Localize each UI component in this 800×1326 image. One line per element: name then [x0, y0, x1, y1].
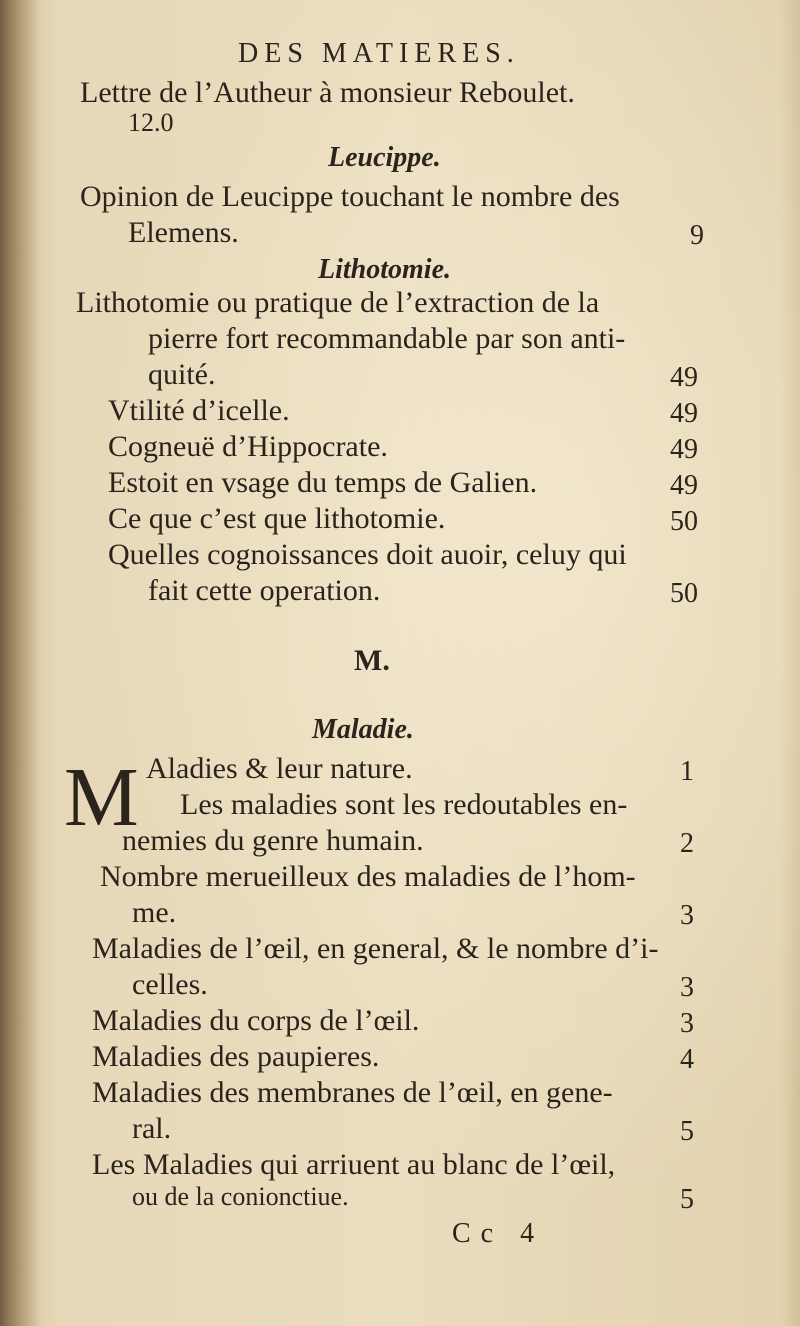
entry-page: 12.0: [128, 108, 174, 137]
entry-line: nemies du genre humain.: [122, 824, 424, 857]
letter-heading: M.: [354, 644, 390, 677]
page-number: 49: [670, 470, 698, 501]
page-number: 2: [680, 828, 694, 859]
page-number: 4: [680, 1044, 694, 1075]
entry-line: Vtilité d’icelle.: [108, 394, 290, 427]
section-heading-leucippe: Leucippe.: [328, 142, 441, 173]
entry-line: Estoit en vsage du temps de Galien.: [108, 466, 538, 499]
section-heading-lithotomie: Lithotomie.: [318, 254, 451, 285]
page-number: 49: [670, 362, 698, 393]
entry-line: Les Maladies qui arriuent au blanc de l’œil,: [92, 1148, 616, 1181]
entry-line: Quelles cognoissances doit auoir, celuy qui: [108, 538, 627, 571]
signature-mark: Cc 4: [452, 1218, 545, 1249]
entry-line: Lithotomie ou pratique de l’extraction de la: [76, 286, 600, 319]
entry-line: Nombre merueilleux des maladies de l’hom-: [100, 860, 636, 893]
entry-line: Opinion de Leucippe touchant le nombre des: [80, 180, 620, 213]
page-number: 5: [680, 1116, 694, 1147]
entry-line: Ce que c’est que lithotomie.: [108, 502, 446, 535]
entry-line: celles.: [132, 968, 208, 1001]
page-number: 50: [670, 578, 698, 609]
page-number: 3: [680, 972, 694, 1003]
binding-gutter: [0, 0, 40, 1326]
entry-line: pierre fort recommandable par son anti-: [148, 322, 626, 355]
page-number: 3: [680, 1008, 694, 1039]
page-number: 50: [670, 506, 698, 537]
entry-line: Maladies de l’œil, en general, & le nombre d’i-: [92, 932, 659, 965]
entry-line: Maladies du corps de l’œil.: [92, 1004, 420, 1037]
entry-text: Lettre de l’Autheur à monsieur Reboulet.: [80, 76, 575, 109]
running-head: DES MATIERES.: [238, 38, 520, 69]
entry-line: Aladies & leur nature.: [146, 752, 413, 785]
entry-line: Maladies des paupieres.: [92, 1040, 380, 1073]
entry-line: fait cette operation.: [148, 574, 381, 607]
page-number: 1: [680, 756, 694, 787]
entry-line: Cogneuë d’Hippocrate.: [108, 430, 388, 463]
entry-line: me.: [132, 896, 177, 929]
page-number: 49: [670, 434, 698, 465]
page-number: 49: [670, 398, 698, 429]
entry-line: Les maladies sont les redoutables en-: [180, 788, 628, 821]
entry-line: Maladies des membranes de l’œil, en gene-: [92, 1076, 613, 1109]
entry-line: ral.: [132, 1112, 172, 1145]
section-heading-maladie: Maladie.: [312, 714, 414, 745]
entry-line: Elemens.: [128, 216, 239, 249]
page-number: 5: [680, 1184, 694, 1215]
page-number: 3: [680, 900, 694, 931]
entry-line: ou de la conionctiue.: [132, 1182, 349, 1211]
entry-line: quité.: [148, 358, 216, 391]
page-number: 9: [690, 220, 704, 251]
drop-cap: M: [64, 751, 139, 844]
